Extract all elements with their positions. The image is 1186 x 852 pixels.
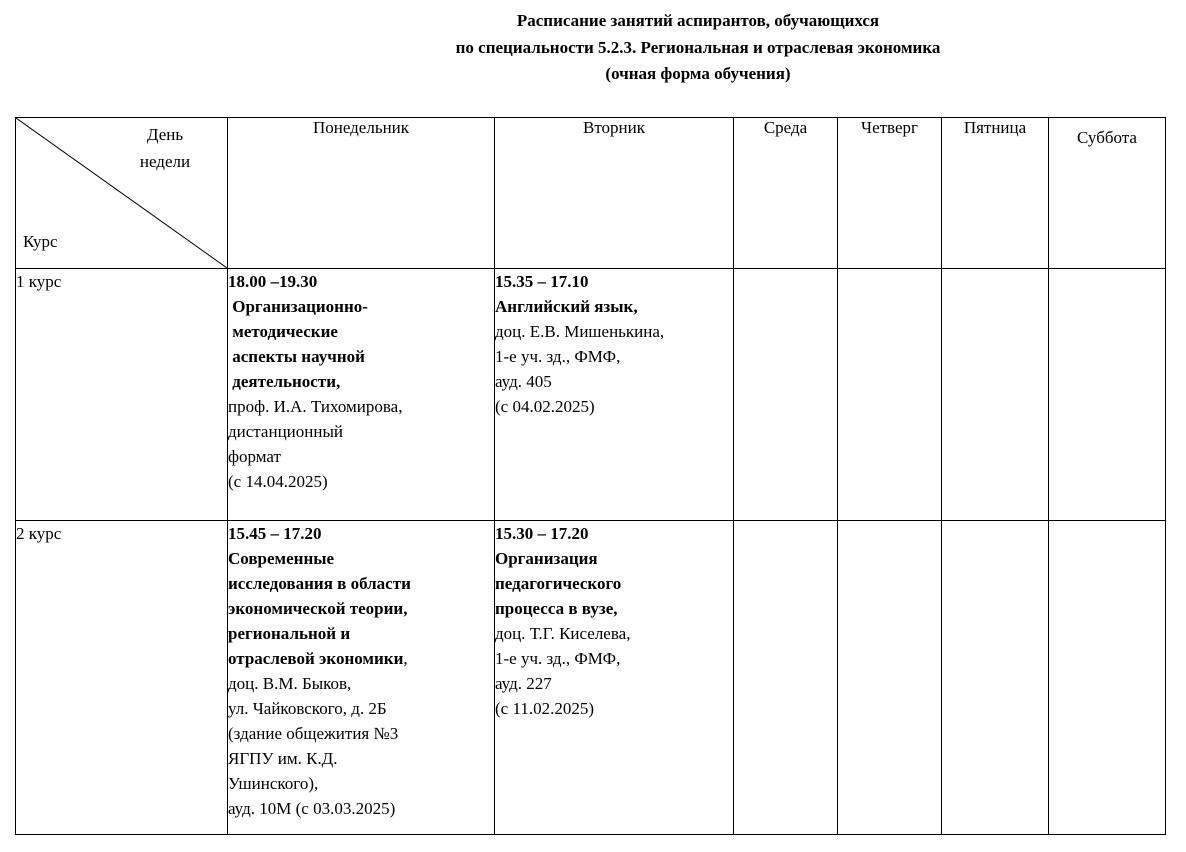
cell-monday-course-2: [228, 520, 495, 834]
cell-tuesday-course-1: [495, 268, 734, 520]
bold-text: исследования в области: [228, 573, 411, 593]
text-line: [228, 721, 494, 746]
text-line: [228, 671, 494, 696]
regular-text: проф. И.А. Тихомирова,: [228, 396, 403, 416]
bold-text: Организация: [495, 548, 598, 568]
day-header-saturday: Суббота: [1049, 117, 1166, 268]
day-header-friday: Пятница: [942, 117, 1049, 268]
cell-tuesday-course-2: [495, 520, 734, 834]
text-line: [228, 571, 494, 596]
text-line: [228, 596, 494, 621]
bold-text: аспекты научной: [228, 346, 365, 366]
bold-text: процесса в вузе,: [495, 598, 618, 618]
course-label: 2 курс: [16, 520, 228, 834]
text-line: [228, 746, 494, 771]
text-line: [495, 394, 733, 419]
text-line: [495, 646, 733, 671]
regular-text: дистанционный: [228, 421, 343, 441]
text-line: [228, 621, 494, 646]
bold-text: 15.30 – 17.20: [495, 523, 589, 543]
text-line: [228, 269, 494, 294]
text-line: [495, 369, 733, 394]
corner-day-label-line-2: недели: [139, 151, 191, 171]
course-label: 1 курс: [16, 268, 228, 520]
table-row-course-1: [16, 268, 1166, 520]
text-line: [495, 269, 733, 294]
header-row: [16, 117, 1166, 268]
text-line: [228, 369, 494, 394]
regular-text: ул. Чайковского, д. 2Б: [228, 698, 387, 718]
bold-text: деятельности,: [228, 371, 341, 391]
bold-text: педагогического: [495, 573, 622, 593]
text-line: [228, 394, 494, 419]
bold-text: отраслевой экономики: [228, 648, 404, 668]
text-line: [228, 546, 494, 571]
cell-thursday-course-2: [838, 520, 942, 834]
table-row-course-2: [16, 520, 1166, 834]
text-line: [228, 444, 494, 469]
day-header-monday: Понедельник: [228, 117, 495, 268]
text-line: [495, 621, 733, 646]
text-line: [228, 319, 494, 344]
day-header-tuesday: Вторник: [495, 117, 734, 268]
bold-text: Современные: [228, 548, 335, 568]
regular-text: (с 11.02.2025): [495, 698, 594, 718]
bold-text: 15.45 – 17.20: [228, 523, 322, 543]
cell-monday-course-1: [228, 268, 495, 520]
cell-wednesday-course-2: [734, 520, 838, 834]
regular-text: доц. Т.Г. Киселева,: [495, 623, 631, 643]
regular-text: доц. В.М. Быков,: [228, 673, 352, 693]
text-line: [495, 696, 733, 721]
title-line-2: по специальности 5.2.3. Региональная и отраслевая экономика: [455, 37, 941, 57]
text-line: [495, 344, 733, 369]
text-line: [228, 344, 494, 369]
text-line: [228, 696, 494, 721]
bold-text: экономической теории,: [228, 598, 408, 618]
text-line: [228, 771, 494, 796]
regular-text: (здание общежития №3: [228, 723, 399, 743]
text-line: [495, 671, 733, 696]
cell-saturday-course-1: [1049, 268, 1166, 520]
regular-text: 1-е уч. зд., ФМФ,: [495, 346, 621, 366]
text-line: [495, 546, 733, 571]
regular-text: ауд. 227: [495, 673, 552, 693]
text-line: [228, 469, 494, 494]
regular-text: доц. Е.В. Мишенькина,: [495, 321, 665, 341]
text-line: [495, 294, 733, 319]
regular-text: ,: [403, 648, 408, 668]
text-line: [228, 796, 494, 821]
text-line: [228, 521, 494, 546]
text-line: [495, 319, 733, 344]
cell-thursday-course-1: [838, 268, 942, 520]
regular-text: ауд. 10М (с 03.03.2025): [228, 798, 396, 818]
schedule-body: [16, 268, 1166, 834]
bold-text: 15.35 – 17.10: [495, 271, 589, 291]
corner-course-label: Курс: [23, 231, 58, 251]
regular-text: ЯГПУ им. К.Д.: [228, 748, 338, 768]
title-line-1: Расписание занятий аспирантов, обучающихся: [516, 11, 880, 30]
day-header-thursday: Четверг: [838, 117, 942, 268]
day-header-wednesday: Среда: [734, 117, 838, 268]
regular-text: Ушинского),: [228, 773, 319, 793]
bold-text: Организационно-: [228, 296, 368, 316]
cell-friday-course-2: [942, 520, 1049, 834]
corner-day-of-week-label: [115, 121, 215, 175]
text-line: [228, 294, 494, 319]
corner-cell: [16, 117, 228, 268]
text-line: [495, 596, 733, 621]
cell-saturday-course-2: [1049, 520, 1166, 834]
schedule-table: [15, 117, 1166, 835]
regular-text: формат: [228, 446, 281, 466]
bold-text: 18.00 –19.30: [228, 271, 318, 291]
bold-text: региональной и: [228, 623, 351, 643]
corner-day-label-line-1: День: [146, 124, 184, 144]
cell-wednesday-course-1: [734, 268, 838, 520]
regular-text: ауд. 405: [495, 371, 552, 391]
regular-text: 1-е уч. зд., ФМФ,: [495, 648, 621, 668]
regular-text: (с 04.02.2025): [495, 396, 595, 416]
regular-text: (с 14.04.2025): [228, 471, 328, 491]
text-line: [495, 571, 733, 596]
title-line-3: (очная форма обучения): [605, 64, 791, 83]
text-line: [228, 419, 494, 444]
text-line: [228, 646, 494, 671]
text-line: [495, 521, 733, 546]
bold-text: методические: [228, 321, 338, 341]
bold-text: Английский язык,: [495, 296, 638, 316]
cell-friday-course-1: [942, 268, 1049, 520]
page-title: [0, 8, 1186, 88]
